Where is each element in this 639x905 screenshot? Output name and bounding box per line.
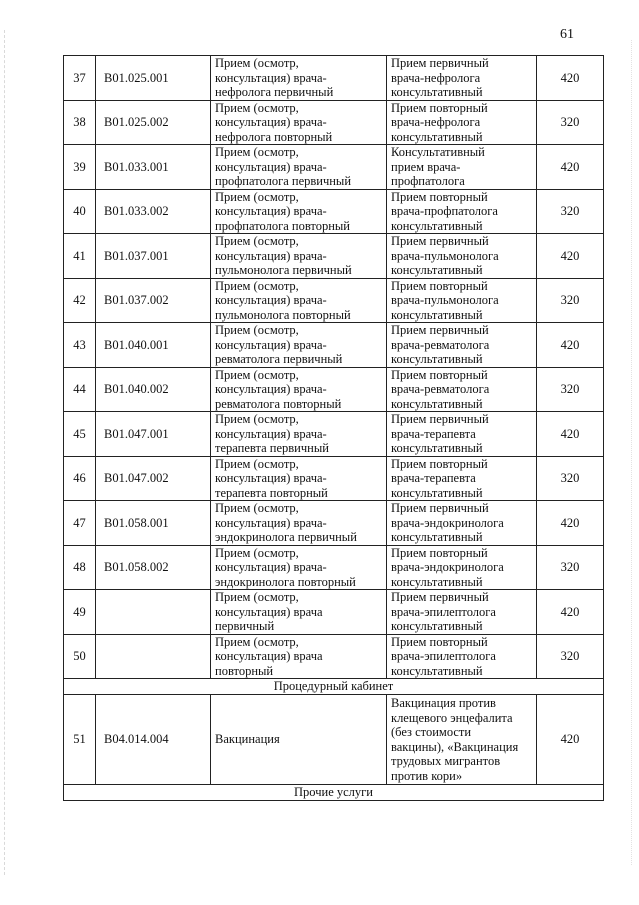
row-number: 38 [64, 100, 96, 145]
service-name-line: повторный [215, 663, 274, 678]
service-description [387, 456, 537, 501]
service-description [387, 367, 537, 412]
description-line: врача-пульмонолога [391, 248, 499, 263]
service-name-line: Прием (осмотр, [215, 145, 299, 159]
description-line: Прием повторный [391, 456, 488, 471]
table-row [64, 456, 604, 501]
service-name-line: Прием (осмотр, [215, 278, 299, 293]
service-name-line: консультация) врача- [215, 471, 327, 485]
table-row [64, 323, 604, 368]
service-price: 420 [537, 412, 604, 457]
service-code: B01.037.001 [96, 234, 211, 279]
description-line: против кори» [391, 768, 463, 783]
service-name-line: терапевта повторный [215, 485, 328, 500]
service-name-line: Прием (осмотр, [215, 501, 299, 515]
service-name-line: Прием (осмотр, [215, 189, 299, 204]
service-code [96, 634, 211, 679]
description-line: Прием первичный [391, 234, 489, 248]
service-name-line: ревматолога первичный [215, 352, 343, 366]
description-line: Прием первичный [391, 590, 489, 604]
description-line: Прием повторный [391, 189, 488, 204]
description-line: консультативный [391, 218, 483, 233]
description-line: Прием первичный [391, 501, 489, 515]
row-number: 46 [64, 456, 96, 501]
description-line: врача-пульмонолога [391, 293, 499, 307]
description-line: врача-эпилептолога [391, 604, 496, 619]
service-name [211, 634, 387, 679]
description-line: консультативный [391, 441, 483, 455]
section-procedure-cabinet: Процедурный кабинет [64, 679, 604, 695]
service-description [387, 545, 537, 590]
table-row [64, 234, 604, 279]
service-name [211, 145, 387, 190]
description-line: Прием повторный [391, 100, 488, 115]
description-line: врача-нефролога [391, 115, 481, 129]
service-price: 320 [537, 367, 604, 412]
price-table [63, 55, 604, 801]
service-price: 420 [537, 323, 604, 368]
service-name-line: Прием (осмотр, [215, 367, 299, 382]
table-row [64, 367, 604, 412]
table-row [64, 590, 604, 635]
table-row [64, 695, 604, 785]
description-line: консультативный [391, 352, 483, 366]
table-row [64, 189, 604, 234]
table-row [64, 100, 604, 145]
service-price: 320 [537, 278, 604, 323]
service-name [211, 56, 387, 101]
description-line: врача-эндокринолога [391, 560, 504, 574]
service-name-line: Прием (осмотр, [215, 456, 299, 471]
service-name-line: эндокринолога первичный [215, 530, 357, 544]
service-price: 420 [537, 695, 604, 785]
description-line: Вакцинация против [391, 696, 496, 710]
service-name-line: первичный [215, 619, 275, 633]
row-number: 40 [64, 189, 96, 234]
description-line: Прием первичный [391, 323, 489, 337]
section-header-row [64, 785, 604, 801]
table-row [64, 56, 604, 101]
description-line: консультативный [391, 619, 483, 633]
service-price: 320 [537, 189, 604, 234]
service-name-line: Прием (осмотр, [215, 590, 299, 604]
table-row [64, 145, 604, 190]
service-name-line: консультация) врача- [215, 70, 327, 85]
description-line: консультативный [391, 129, 483, 144]
service-code: B01.033.001 [96, 145, 211, 190]
description-line: врача-терапевта [391, 426, 476, 441]
table-row [64, 278, 604, 323]
service-price: 420 [537, 501, 604, 546]
service-description [387, 412, 537, 457]
row-number: 45 [64, 412, 96, 457]
description-line: консультативный [391, 485, 483, 500]
description-line: консультативный [391, 574, 483, 589]
service-name [211, 189, 387, 234]
row-number: 42 [64, 278, 96, 323]
service-description [387, 189, 537, 234]
service-name-line: Прием (осмотр, [215, 56, 299, 70]
description-line: Прием первичный [391, 412, 489, 426]
service-name-line: Вакцинация [215, 732, 280, 747]
service-description [387, 634, 537, 679]
description-line: (без стоимости [391, 725, 472, 739]
service-code: B01.058.002 [96, 545, 211, 590]
row-number: 39 [64, 145, 96, 190]
description-line: Прием повторный [391, 278, 488, 293]
service-name-line: консультация) врача- [215, 159, 327, 174]
service-code: B01.040.001 [96, 323, 211, 368]
service-name [211, 278, 387, 323]
description-line: Прием повторный [391, 545, 488, 560]
service-description [387, 278, 537, 323]
scan-edge-left [4, 30, 6, 875]
description-line: консультативный [391, 396, 483, 411]
scan-edge-right [631, 40, 633, 865]
row-number: 50 [64, 634, 96, 679]
service-description [387, 323, 537, 368]
service-price: 420 [537, 56, 604, 101]
description-line: профпатолога [391, 174, 465, 188]
service-price: 320 [537, 634, 604, 679]
row-number: 37 [64, 56, 96, 101]
service-name-line: профпатолога первичный [215, 174, 352, 188]
service-name-line: Прием (осмотр, [215, 323, 299, 337]
description-line: врача-нефролога [391, 70, 481, 85]
service-name-line: консультация) врача- [215, 248, 327, 263]
section-header-row [64, 679, 604, 695]
description-line: врача-профпатолога [391, 204, 498, 218]
service-name [211, 234, 387, 279]
service-code: B01.033.002 [96, 189, 211, 234]
description-line: врача-терапевта [391, 471, 476, 485]
service-code: B01.058.001 [96, 501, 211, 546]
service-name [211, 412, 387, 457]
description-line: вакцины), «Вакцинация [391, 739, 519, 754]
service-name-line: пульмонолога повторный [215, 307, 351, 322]
service-code: B01.025.002 [96, 100, 211, 145]
description-line: врача-эндокринолога [391, 515, 504, 530]
price-table-body [64, 56, 604, 801]
service-name-line: консультация) врача [215, 604, 323, 619]
description-line: трудовых мигрантов [391, 754, 501, 768]
service-price: 320 [537, 100, 604, 145]
service-name-line: нефролога повторный [215, 129, 333, 144]
service-name [211, 100, 387, 145]
service-name-line: консультация) врача- [215, 560, 327, 574]
section-other-services: Прочие услуги [64, 785, 604, 801]
service-description [387, 100, 537, 145]
service-name-line: пульмонолога первичный [215, 263, 352, 277]
service-price: 420 [537, 234, 604, 279]
service-price: 320 [537, 456, 604, 501]
description-line: врача-ревматолога [391, 337, 490, 352]
service-name [211, 323, 387, 368]
service-name [211, 501, 387, 546]
description-line: клещевого энцефалита [391, 710, 513, 725]
service-name [211, 590, 387, 635]
row-number: 51 [64, 695, 96, 785]
description-line: врача-ревматолога [391, 382, 490, 396]
service-description [387, 145, 537, 190]
service-code: B01.040.002 [96, 367, 211, 412]
description-line: консультативный [391, 263, 483, 277]
service-name [211, 367, 387, 412]
service-name [211, 456, 387, 501]
service-description [387, 234, 537, 279]
row-number: 43 [64, 323, 96, 368]
row-number: 44 [64, 367, 96, 412]
service-name-line: консультация) врача- [215, 293, 327, 307]
service-name-line: нефролога первичный [215, 85, 334, 99]
table-row [64, 545, 604, 590]
description-line: Консультативный [391, 145, 485, 159]
description-line: консультативный [391, 85, 483, 99]
service-code: B01.047.001 [96, 412, 211, 457]
service-description [387, 590, 537, 635]
service-description [387, 695, 537, 785]
service-name-line: консультация) врача- [215, 515, 327, 530]
service-name-line: консультация) врача- [215, 382, 327, 396]
service-name-line: Прием (осмотр, [215, 234, 299, 248]
service-price: 420 [537, 590, 604, 635]
service-name-line: терапевта первичный [215, 441, 329, 455]
service-description [387, 501, 537, 546]
service-name-line: Прием (осмотр, [215, 545, 299, 560]
service-name-line: консультация) врача- [215, 426, 327, 441]
table-row [64, 634, 604, 679]
row-number: 41 [64, 234, 96, 279]
description-line: консультативный [391, 307, 483, 322]
row-number: 49 [64, 590, 96, 635]
service-name-line: Прием (осмотр, [215, 634, 299, 649]
service-code: B01.037.002 [96, 278, 211, 323]
service-name-line: ревматолога повторный [215, 396, 342, 411]
service-code: B01.025.001 [96, 56, 211, 101]
description-line: консультативный [391, 530, 483, 544]
service-price: 420 [537, 145, 604, 190]
table-row [64, 412, 604, 457]
service-name-line: профпатолога повторный [215, 218, 350, 233]
service-code [96, 590, 211, 635]
service-name-line: эндокринолога повторный [215, 574, 356, 589]
row-number: 47 [64, 501, 96, 546]
service-name-line: консультация) врача- [215, 204, 327, 218]
service-name-line: консультация) врача- [215, 337, 327, 352]
service-name [211, 545, 387, 590]
service-description [387, 56, 537, 101]
page-number: 61 [560, 27, 574, 42]
service-name-line: консультация) врача- [215, 115, 327, 129]
service-name [211, 695, 387, 785]
table-row [64, 501, 604, 546]
row-number: 48 [64, 545, 96, 590]
description-line: Прием повторный [391, 634, 488, 649]
service-name-line: Прием (осмотр, [215, 412, 299, 426]
description-line: врача-эпилептолога [391, 649, 496, 663]
service-code: B04.014.004 [96, 695, 211, 785]
service-code: B01.047.002 [96, 456, 211, 501]
description-line: прием врача- [391, 159, 461, 174]
description-line: Прием первичный [391, 56, 489, 70]
service-name-line: консультация) врача [215, 649, 323, 663]
service-name-line: Прием (осмотр, [215, 100, 299, 115]
description-line: консультативный [391, 663, 483, 678]
description-line: Прием повторный [391, 367, 488, 382]
service-price: 320 [537, 545, 604, 590]
